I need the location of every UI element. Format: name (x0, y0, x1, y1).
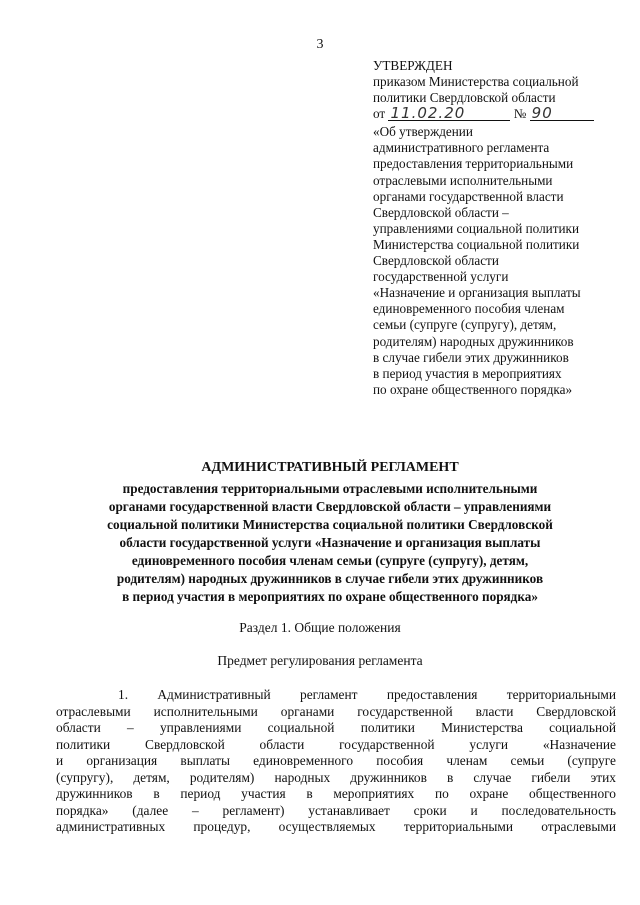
approval-order-title-line: административного регламента (373, 140, 550, 156)
subtitle-line: в период участия в мероприятиях по охране общественного порядка» (122, 589, 538, 604)
approval-order-title-line: отраслевыми исполнительными (373, 172, 553, 188)
number-sign: № (513, 106, 527, 122)
approval-date-line (373, 106, 623, 124)
subtitle-line: органами государственной власти Свердловской области – управлениями (108, 499, 552, 514)
page-number: 3 (316, 37, 324, 52)
approval-order-title-line: в период участия в мероприятиях (373, 365, 562, 381)
handwritten-number: 90 (530, 106, 594, 121)
approval-order-title-line: по охране общественного порядка» (373, 381, 573, 397)
approval-order-title-line: управлениями социальной политики (373, 220, 579, 236)
subtitle-line: предоставления территориальными отраслевыми исполнительными (122, 481, 538, 496)
subject-heading: Предмет регулирования регламента (217, 653, 423, 668)
paragraph-line: отраслевыми исполнительными органами государственной власти Свердловской (56, 703, 616, 719)
approval-order-title-line: единовременного пособия членам (373, 301, 565, 317)
approval-heading: УТВЕРЖДЕН (373, 58, 453, 73)
handwritten-date: 11.02.20 (388, 106, 510, 121)
paragraph-line: порядка» (далее – регламент) устанавливает сроки и последовательность (56, 802, 616, 818)
paragraph-line: и организация выплаты единовременного пособия членам семьи (супруге (56, 753, 616, 768)
section-heading: Раздел 1. Общие положения (239, 620, 401, 635)
approval-order-title-line: семьи (супруге (супругу), детям, (373, 317, 557, 333)
subtitle-line: социальной политики Министерства социальной политики Свердловской (107, 517, 553, 532)
paragraph-line: (супругу), детям, родителям) народных дружинников в случае гибели этих (56, 769, 616, 785)
document-subtitle (40, 480, 620, 606)
subtitle-line: единовременного пособия членам семьи (супруге (супругу), детям, (131, 553, 529, 568)
approval-order-title-line: органами государственной власти (373, 188, 564, 204)
paragraph-line: политики Свердловской области государственной услуги «Назначение (56, 736, 616, 752)
paragraph-line: административных процедур, осуществляемых территориальными отраслевыми (56, 819, 616, 834)
approval-order-title-line: Свердловской области – (373, 204, 509, 220)
approval-order-title-line: родителям) народных дружинников (373, 333, 574, 349)
approval-order-title-line: предоставления территориальными (373, 156, 574, 172)
approval-line: политики Свердловской области (373, 90, 556, 106)
paragraph-line: области – управлениями социальной политики Министерства социальной (56, 720, 616, 735)
approval-order-title-line: Свердловской области (373, 253, 499, 269)
approval-order-title-line: в случае гибели этих дружинников (373, 349, 569, 365)
approval-stamp-block (373, 58, 623, 398)
subtitle-line: родителям) народных дружинников в случае гибели этих дружинников (116, 571, 544, 586)
approval-order-title-line: «Об утверждении (373, 124, 473, 140)
approval-order-title (373, 124, 623, 398)
approval-order-title-line: «Назначение и организация выплаты (373, 285, 581, 301)
subtitle-line: области государственной услуги «Назначение и организация выплаты (119, 535, 541, 550)
paragraph-line: дружинников в период участия в мероприятиях по охране общественного (56, 786, 616, 801)
date-prefix: от (373, 106, 386, 122)
approval-line: приказом Министерства социальной (373, 74, 579, 90)
paragraph-line: 1. Административный регламент предоставления территориальными (118, 687, 616, 702)
approval-order-title-line: Министерства социальной политики (373, 236, 580, 252)
approval-order-title-line: государственной услуги (373, 269, 509, 285)
paragraph-1 (56, 687, 616, 836)
document-title: АДМИНИСТРАТИВНЫЙ РЕГЛАМЕНТ (201, 460, 459, 475)
